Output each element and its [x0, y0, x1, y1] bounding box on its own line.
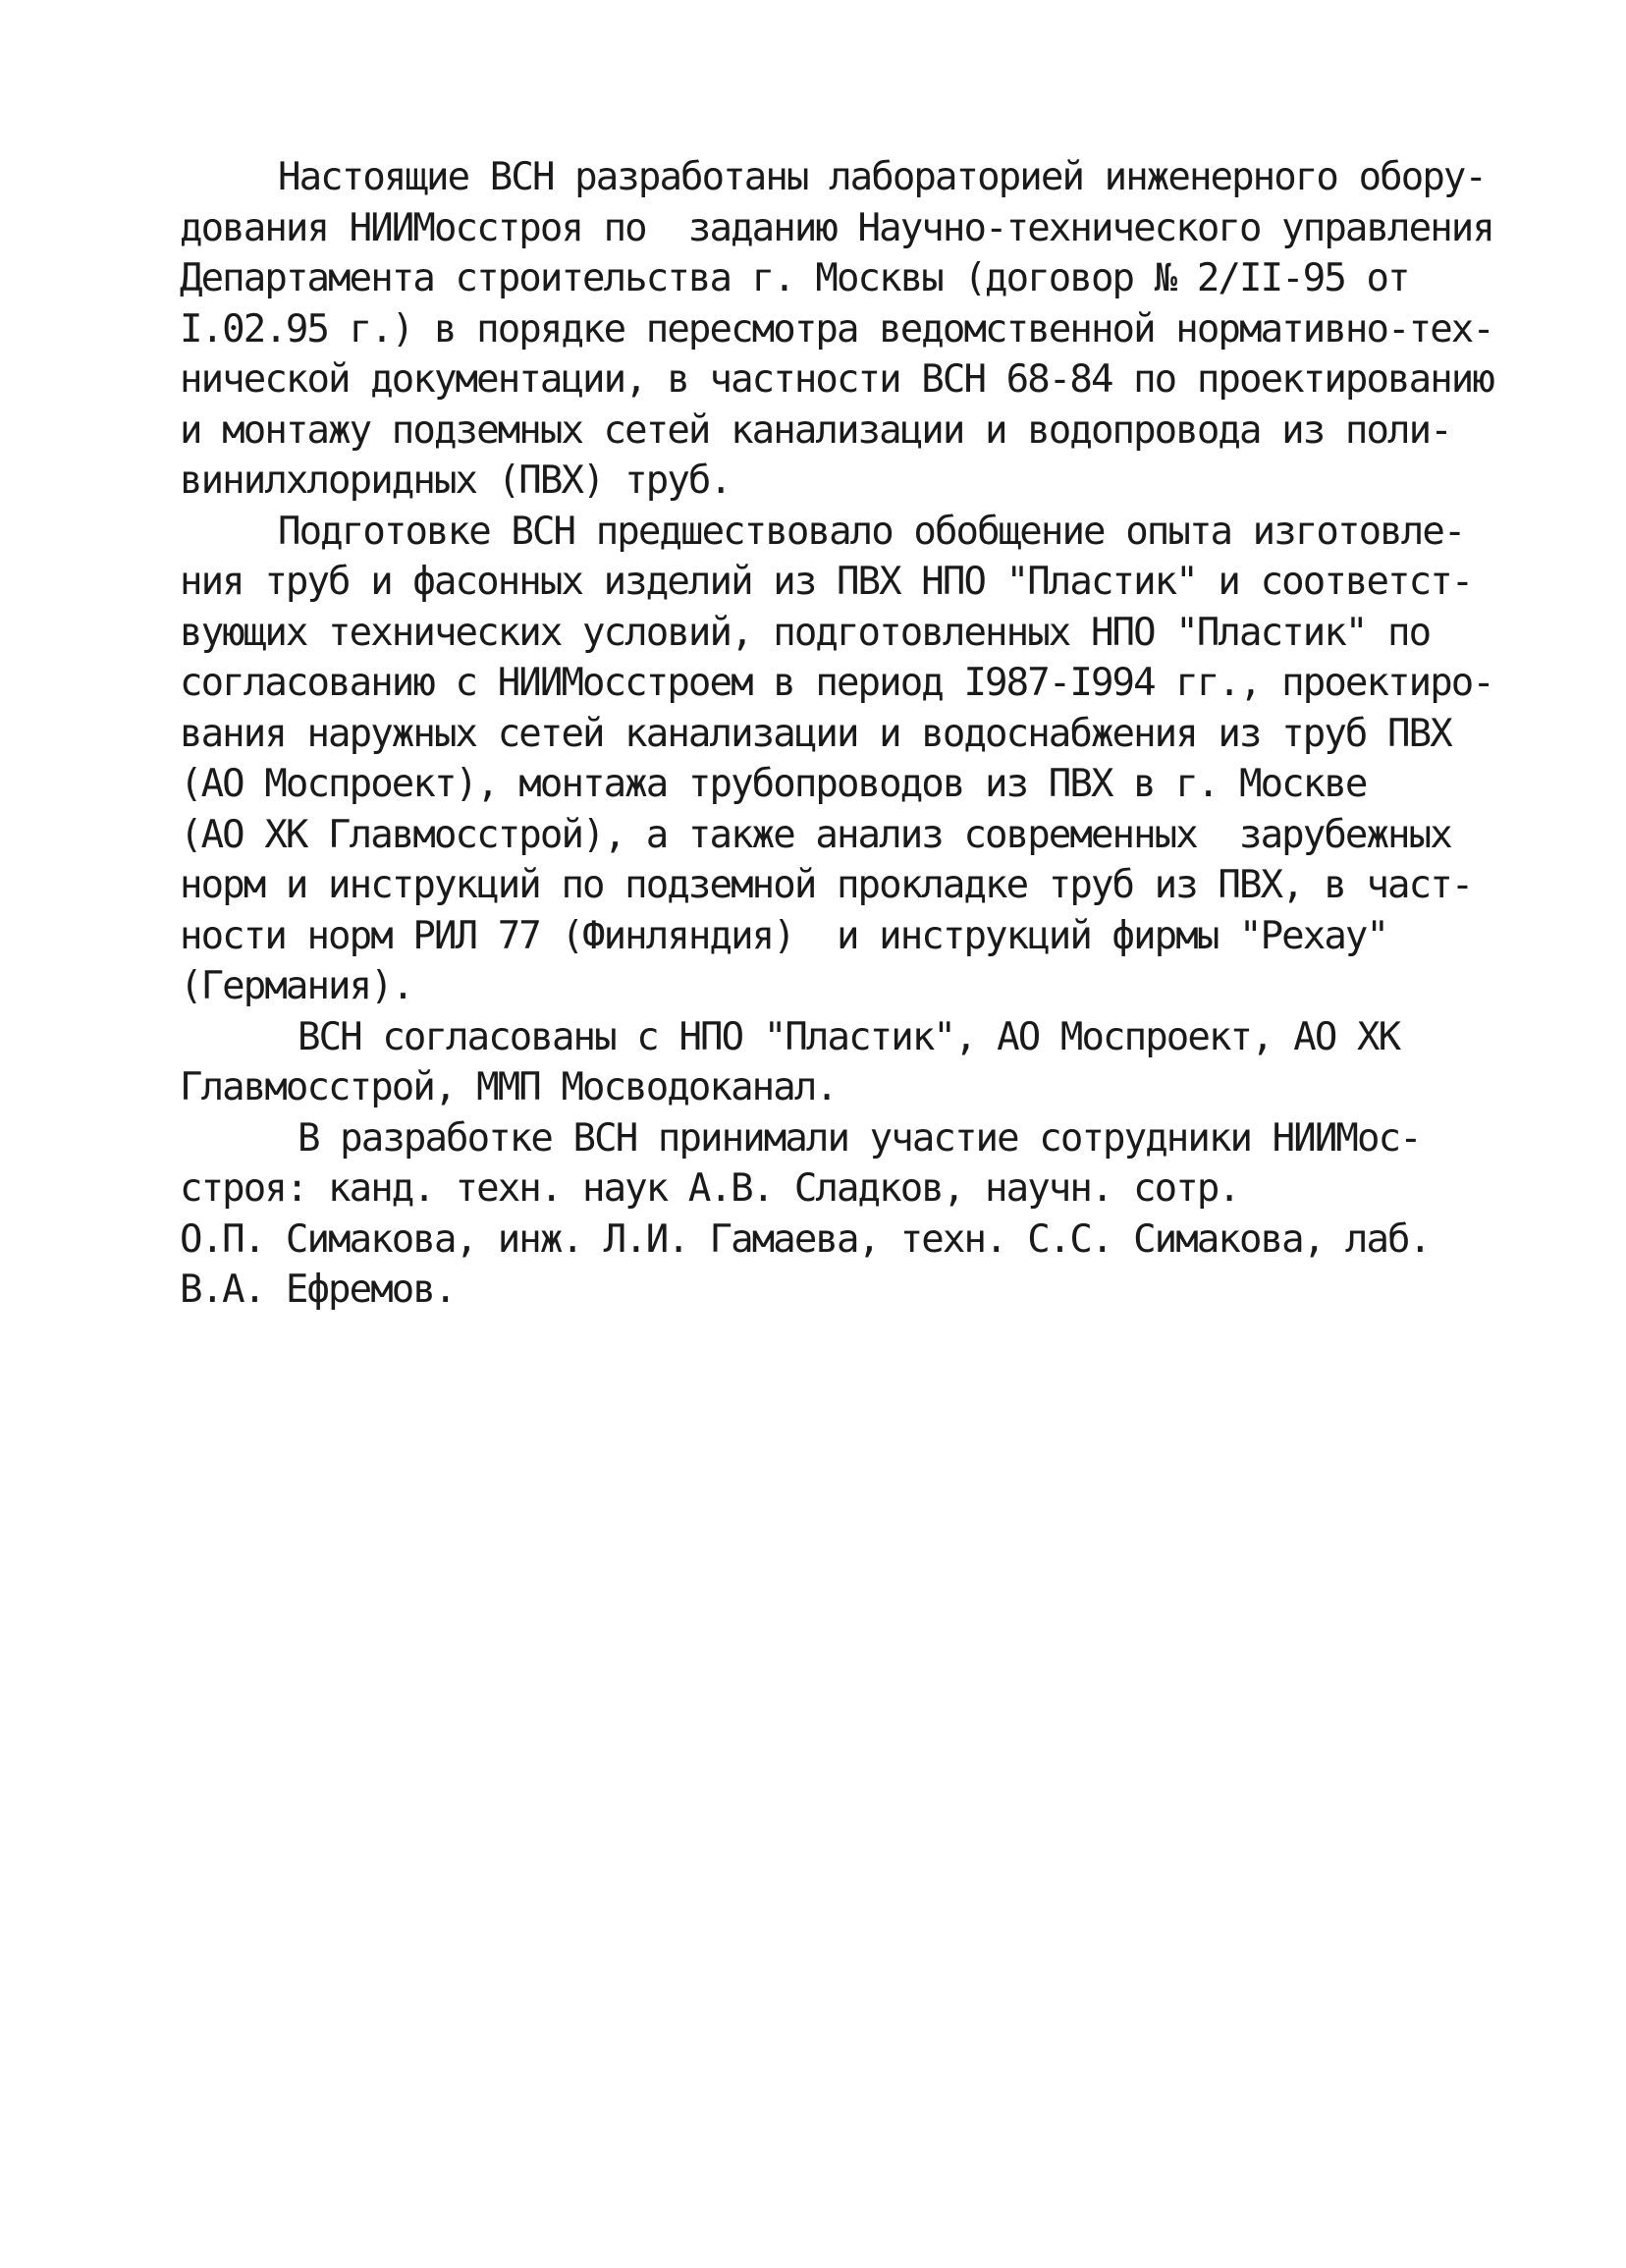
text-line: норм и инструкций по подземной прокладке труб из ПВХ, в част-	[180, 863, 1473, 907]
text-line: (АО ХК Главмосстрой), а также анализ современных зарубежных	[180, 812, 1451, 857]
text-line: вания наружных сетей канализации и водоснабжения из труб ПВХ	[180, 711, 1451, 756]
text-line: ния труб и фасонных изделий из ПВХ НПО "Пластик" и соответст-	[180, 560, 1473, 604]
text-line: В.А. Ефремов.	[180, 1268, 456, 1312]
text-line: дования НИИМосстроя по заданию Научно-технического управления	[180, 205, 1493, 250]
text-line: винилхлоридных (ПВХ) труб.	[180, 459, 732, 503]
text-line: вующих технических условий, подготовленных НПО "Пластик" по	[180, 610, 1431, 655]
text-line: В разработке ВСН принимали участие сотрудники НИИМос-	[298, 1115, 1421, 1161]
typed-text-block	[180, 152, 1493, 1316]
text-line: ности норм РИЛ 77 (Финляндия) и инструкций фирмы "Рехау"	[180, 913, 1388, 958]
text-line: Главмосстрой, ММП Мосводоканал.	[180, 1065, 837, 1109]
text-line: (АО Моспроект), монтажа трубопроводов из ПВХ в г. Москве	[180, 762, 1367, 806]
text-line: строя: канд. техн. наук А.В. Сладков, научн. сотр.	[180, 1166, 1239, 1211]
text-line: (Германия).	[180, 964, 413, 1008]
text-line: Настоящие ВСН разработаны лабораторией инженерного обору-	[278, 155, 1487, 199]
text-line: согласованию с НИИМосстроем в период I987-I994 гг., проектиро-	[180, 661, 1493, 705]
text-line: ВСН согласованы с НПО "Пластик", АО Моспроект, АО ХК	[298, 1014, 1400, 1059]
text-line: нической документации, в частности ВСН 68-84 по проектированию	[180, 357, 1493, 402]
text-line: I.02.95 г.) в порядке пересмотра ведомственной нормативно-тех-	[180, 306, 1493, 351]
text-line: и монтажу подземных сетей канализации и водопровода из поли-	[180, 407, 1451, 453]
text-line: Подготовке ВСН предшествовало обобщение опыта изготовле-	[278, 509, 1465, 554]
text-line: Департамента строительства г. Москвы (договор № 2/II-95 от	[180, 256, 1409, 300]
text-line: О.П. Симакова, инж. Л.И. Гамаева, техн. С.С. Симакова, лаб.	[180, 1216, 1431, 1262]
